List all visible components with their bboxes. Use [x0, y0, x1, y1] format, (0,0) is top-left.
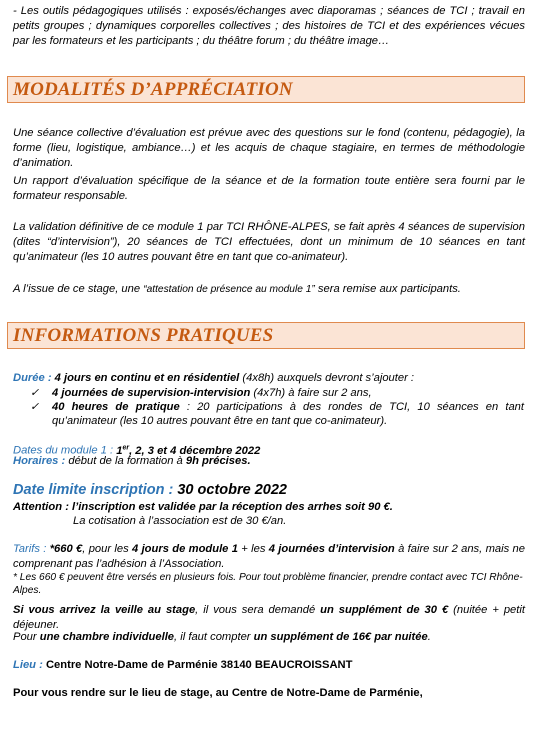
duree-bold: 4 jours en continu et en résidentiel — [51, 372, 240, 384]
attention-text: l’inscription est validée par la réception des arrhes soit 90 €. — [68, 501, 393, 513]
item-text: (4x7h) à faire sur 2 ans, — [250, 387, 372, 399]
section-heading-modalites — [7, 76, 525, 103]
dates-sup: er — [122, 444, 130, 451]
lieu-line — [13, 658, 525, 673]
intro-outils: - Les outils pédagogiques utilisés : exposés/échanges avec diaporamas ; séances de TCI ; travail en petits groupes ; dynamiques corporelles collectives ; des histoires de TCI et des expériences vécues par les formateurs et les participants ; du théâtre forum ; du théâtre image… — [13, 5, 525, 47]
text-fragment: (nuitée + petit déjeuner. — [13, 604, 525, 631]
item-bold: 4 journées de supervision-intervision — [52, 387, 251, 399]
text-fragment: sera remise aux participants. — [314, 283, 461, 295]
tarifs-paragraph — [13, 542, 525, 572]
cotisation-line: La cotisation à l’association est de 30 €/an. — [73, 515, 287, 527]
check-icon: ✓ — [30, 387, 40, 399]
section-title: MODALITÉS D’APPRÉCIATION — [13, 79, 293, 100]
item-bold: 40 heures de pratique — [52, 401, 180, 413]
dates-rest: , 2, 3 et 4 décembre 2022 — [129, 444, 261, 457]
text-fragment: à faire sur 2 ans, mais ne comprenant pas l’adhésion à l’Association. — [13, 543, 525, 570]
section-heading-infos — [7, 322, 525, 349]
duree-rest: (4x8h) auxquels devront s’ajouter : — [239, 372, 415, 384]
modalites-paragraph-2: Un rapport d’évaluation spécifique de la séance et de la formation toute entière sera fourni par le formateur responsable. — [13, 175, 525, 202]
duree-line — [13, 371, 525, 386]
text-bold: 4 journées d’intervision — [268, 543, 395, 555]
attestation-quote: “attestation de présence au module 1” — [143, 284, 315, 295]
text-bold: une chambre individuelle — [39, 631, 175, 643]
dates-label: Dates du module 1 : — [13, 444, 114, 457]
lieu-label: Lieu : — [13, 659, 43, 671]
text-fragment: . — [427, 631, 431, 643]
text-bold: un supplément de 16€ par nuitée — [253, 631, 428, 643]
text-fragment: A l’issue de ce stage, une — [13, 283, 144, 295]
text-fragment: , pour les — [82, 543, 133, 555]
text-fragment: , il faut compter — [174, 631, 254, 643]
date-limite-label: Date limite inscription : — [13, 482, 174, 498]
text-bold: 4 jours de module 1 — [132, 543, 238, 555]
text-fragment: Pour — [13, 631, 40, 643]
date-limite-line — [13, 481, 525, 501]
horaires-line — [13, 454, 525, 469]
acces-line: Pour vous rendre sur le lieu de stage, au Centre de Notre-Dame de Parménie, — [13, 687, 423, 699]
tarifs-price: *660 € — [46, 543, 83, 555]
check-icon: ✓ — [30, 401, 40, 413]
text-bold: Si vous arrivez la veille au stage — [13, 604, 196, 616]
text-bold: un supplément de 30 € — [320, 604, 449, 616]
horaires-label: Horaires : — [13, 455, 66, 467]
modalites-paragraph-4 — [13, 282, 525, 297]
dates-day: 1 — [113, 444, 123, 457]
duree-label: Durée : — [13, 372, 52, 384]
horaires-text: début de la formation à — [65, 455, 186, 467]
section-title: INFORMATIONS PRATIQUES — [13, 325, 274, 346]
date-limite-value: 30 octobre 2022 — [173, 482, 287, 498]
chambre-line — [13, 630, 525, 645]
horaires-bold: 9h précises. — [185, 455, 251, 467]
text-fragment: , il vous sera demandé — [195, 604, 321, 616]
attention-label: Attention : — [13, 501, 69, 513]
tarifs-note: * Les 660 € peuvent être versés en plusieurs fois. Pour tout problème financier, prendre contact avec TCI Rhône-Alpes. — [13, 572, 523, 596]
modalites-paragraph-1: Une séance collective d’évaluation est prévue avec des questions sur le fond (contenu, pédagogie), la forme (lieu, logistique, ambiance…) et les acquis de chaque stagiaire, en termes de méthodologie d’animation. — [13, 127, 525, 169]
attention-line — [13, 500, 525, 515]
modalites-paragraph-3: La validation définitive de ce module 1 par TCI RHÔNE-ALPES, se fait après 4 séances de supervision (dites “d’intervision”), 20 séances de TCI effectuées, dont un minimum de 10 séances en tant qu’animateur (les 10 autres pouvant être en tant que co-animateur). — [13, 221, 525, 263]
text-fragment: + les — [237, 543, 269, 555]
lieu-value: Centre Notre-Dame de Parménie 38140 BEAUCROISSANT — [42, 659, 353, 671]
veille-paragraph — [13, 603, 525, 633]
item-text: : 20 participations à des rondes de TCI, 10 séances en tant qu’animateur (les 10 autres pouvant être en tant que co-animateur). — [52, 401, 524, 427]
tarifs-label: Tarifs : — [13, 543, 47, 555]
